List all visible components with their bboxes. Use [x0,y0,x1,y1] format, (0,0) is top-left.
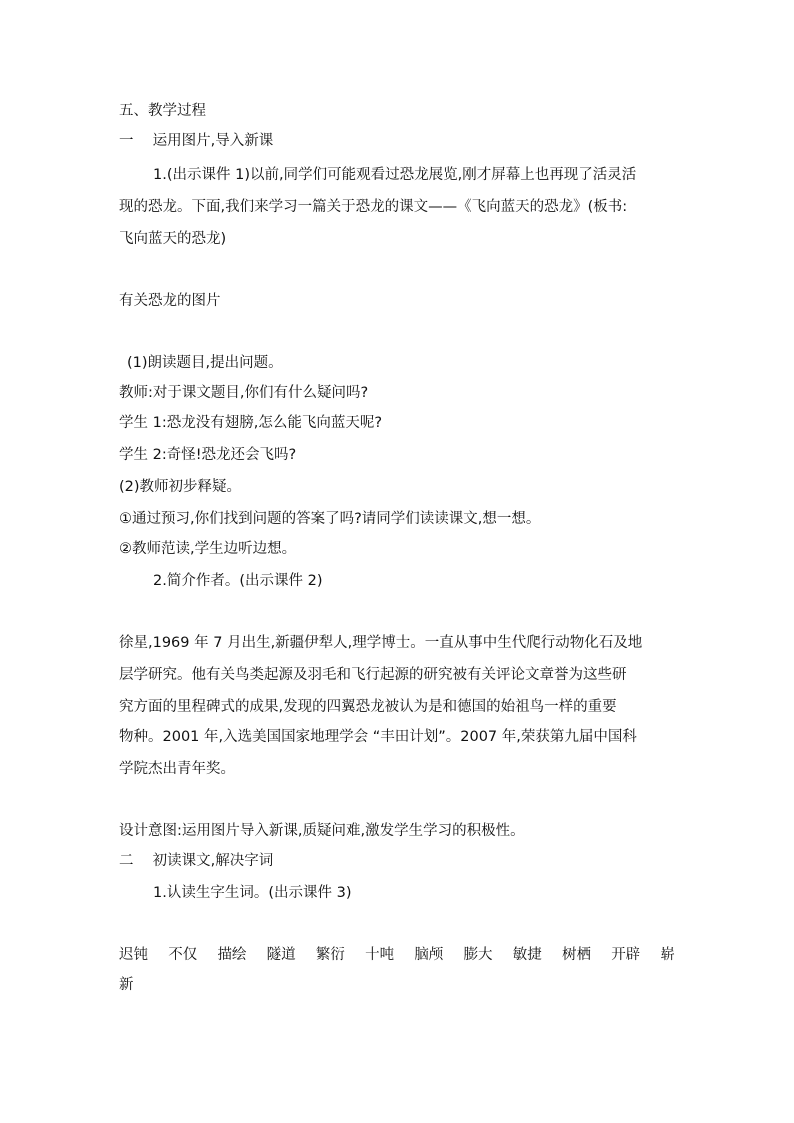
paragraph-line: 2.简介作者。(出示课件 2) [153,573,323,589]
paragraph-line: 教师:对于课文题目,你们有什么疑问吗? [119,385,369,401]
paragraph-line: (1)朗读题目,提出问题。 [127,355,283,371]
vocabulary-word: 脑颅 [414,947,444,963]
vocabulary-word: 敏捷 [512,947,542,963]
paragraph-line: ②教师范读,学生边听边想。 [119,541,297,557]
vocabulary-word: 崭 [660,947,675,963]
vocabulary-word: 膨大 [463,947,493,963]
author-paragraph-line: 层学研究。他有关鸟类起源及羽毛和飞行起源的研究被有关评论文章誉为这些研 [119,667,627,683]
vocabulary-word: 十吨 [365,947,395,963]
vocabulary-word-continued: 新 [119,977,134,993]
author-paragraph-line: 物种。2001 年,入选美国国家地理学会 “丰田计划”。2007 年,荣获第九届中国科 [119,729,637,745]
vocabulary-list [119,945,675,965]
author-paragraph-line: 究方面的里程碑式的成果,发现的四翼恐龙被认为是和德国的始祖鸟一样的重要 [119,699,617,715]
paragraph-line: 1.(出示课件 1)以前,同学们可能观看过恐龙展览,刚才屏幕上也再现了活灵活 [153,167,637,183]
paragraph-line: 飞向蓝天的恐龙) [119,231,227,247]
section-heading: 五、教学过程 [119,103,206,119]
vocabulary-word: 隧道 [266,947,296,963]
vocabulary-word: 开辟 [611,947,641,963]
paragraph-line: ①通过预习,你们找到问题的答案了吗?请同学们读读课文,想一想。 [119,511,541,527]
image-caption: 有关恐龙的图片 [119,293,221,309]
author-paragraph-line: 学院杰出青年奖。 [119,761,235,777]
design-intent: 设计意图:运用图片导入新课,质疑问难,激发学生学习的积极性。 [119,823,525,839]
paragraph-line: 1.认读生字生词。(出示课件 3) [153,885,352,901]
subsection-heading: 二 初读课文,解决字词 [119,853,274,869]
vocabulary-word: 描绘 [217,947,247,963]
vocabulary-word: 树栖 [561,947,591,963]
vocabulary-word: 迟钝 [119,947,148,963]
paragraph-line: 学生 1:恐龙没有翅膀,怎么能飞向蓝天呢? [119,415,383,431]
paragraph-line: (2)教师初步释疑。 [119,479,242,495]
vocabulary-word: 繁衍 [315,947,345,963]
vocabulary-word: 不仅 [168,947,198,963]
paragraph-line: 学生 2:奇怪!恐龙还会飞吗? [119,447,297,463]
paragraph-line: 现的恐龙。下面,我们来学习一篇关于恐龙的课文——《飞向蓝天的恐龙》(板书: [119,199,628,215]
subsection-heading: 一 运用图片,导入新课 [119,133,274,149]
author-paragraph-line: 徐星,1969 年 7 月出生,新疆伊犁人,理学博士。一直从事中生代爬行动物化石及地 [119,635,643,651]
